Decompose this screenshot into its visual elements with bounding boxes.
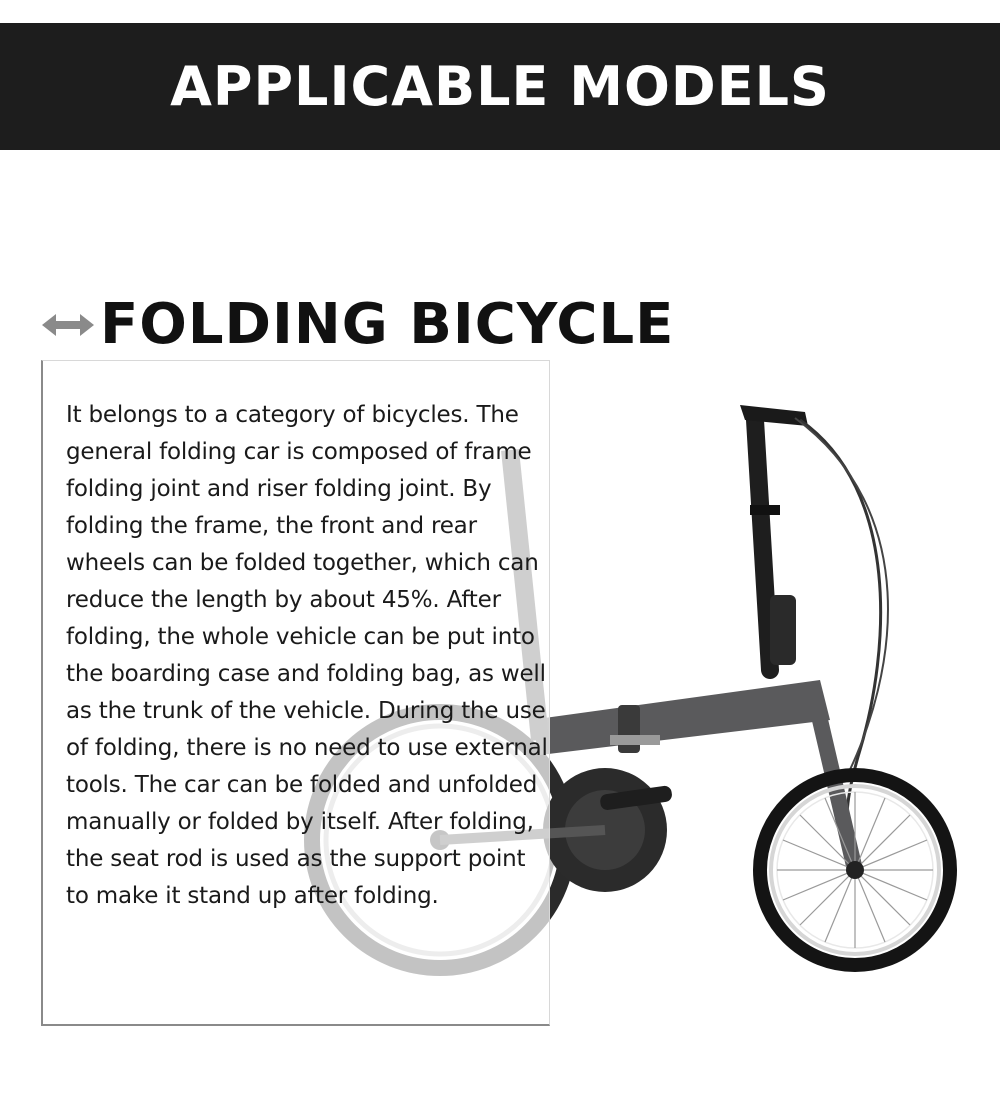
front-wheel	[760, 775, 950, 965]
description-panel	[41, 360, 550, 1026]
double-arrow-icon	[40, 310, 96, 340]
frame-tube	[530, 680, 830, 755]
header-banner	[0, 23, 1000, 150]
section-title: FOLDING BICYCLE	[100, 292, 675, 357]
banner-title: APPLICABLE MODELS	[170, 55, 830, 118]
stem	[755, 420, 770, 670]
section-heading	[40, 292, 674, 357]
description-text: It belongs to a category of bicycles. The general folding car is composed of frame folding joint and riser folding joint. By folding the frame, the front and rear wheels can be folded together, which can reduce the length by about 45%. After folding, the whole vehicle can be put into the boarding case and folding bag, as well as the trunk of the vehicle. During the use of folding, there is no need to use external tools. The car can be folded and unfolded manually or folded by itself. After folding, the seat rod is used as the support point to make it stand up after folding.	[66, 402, 548, 909]
